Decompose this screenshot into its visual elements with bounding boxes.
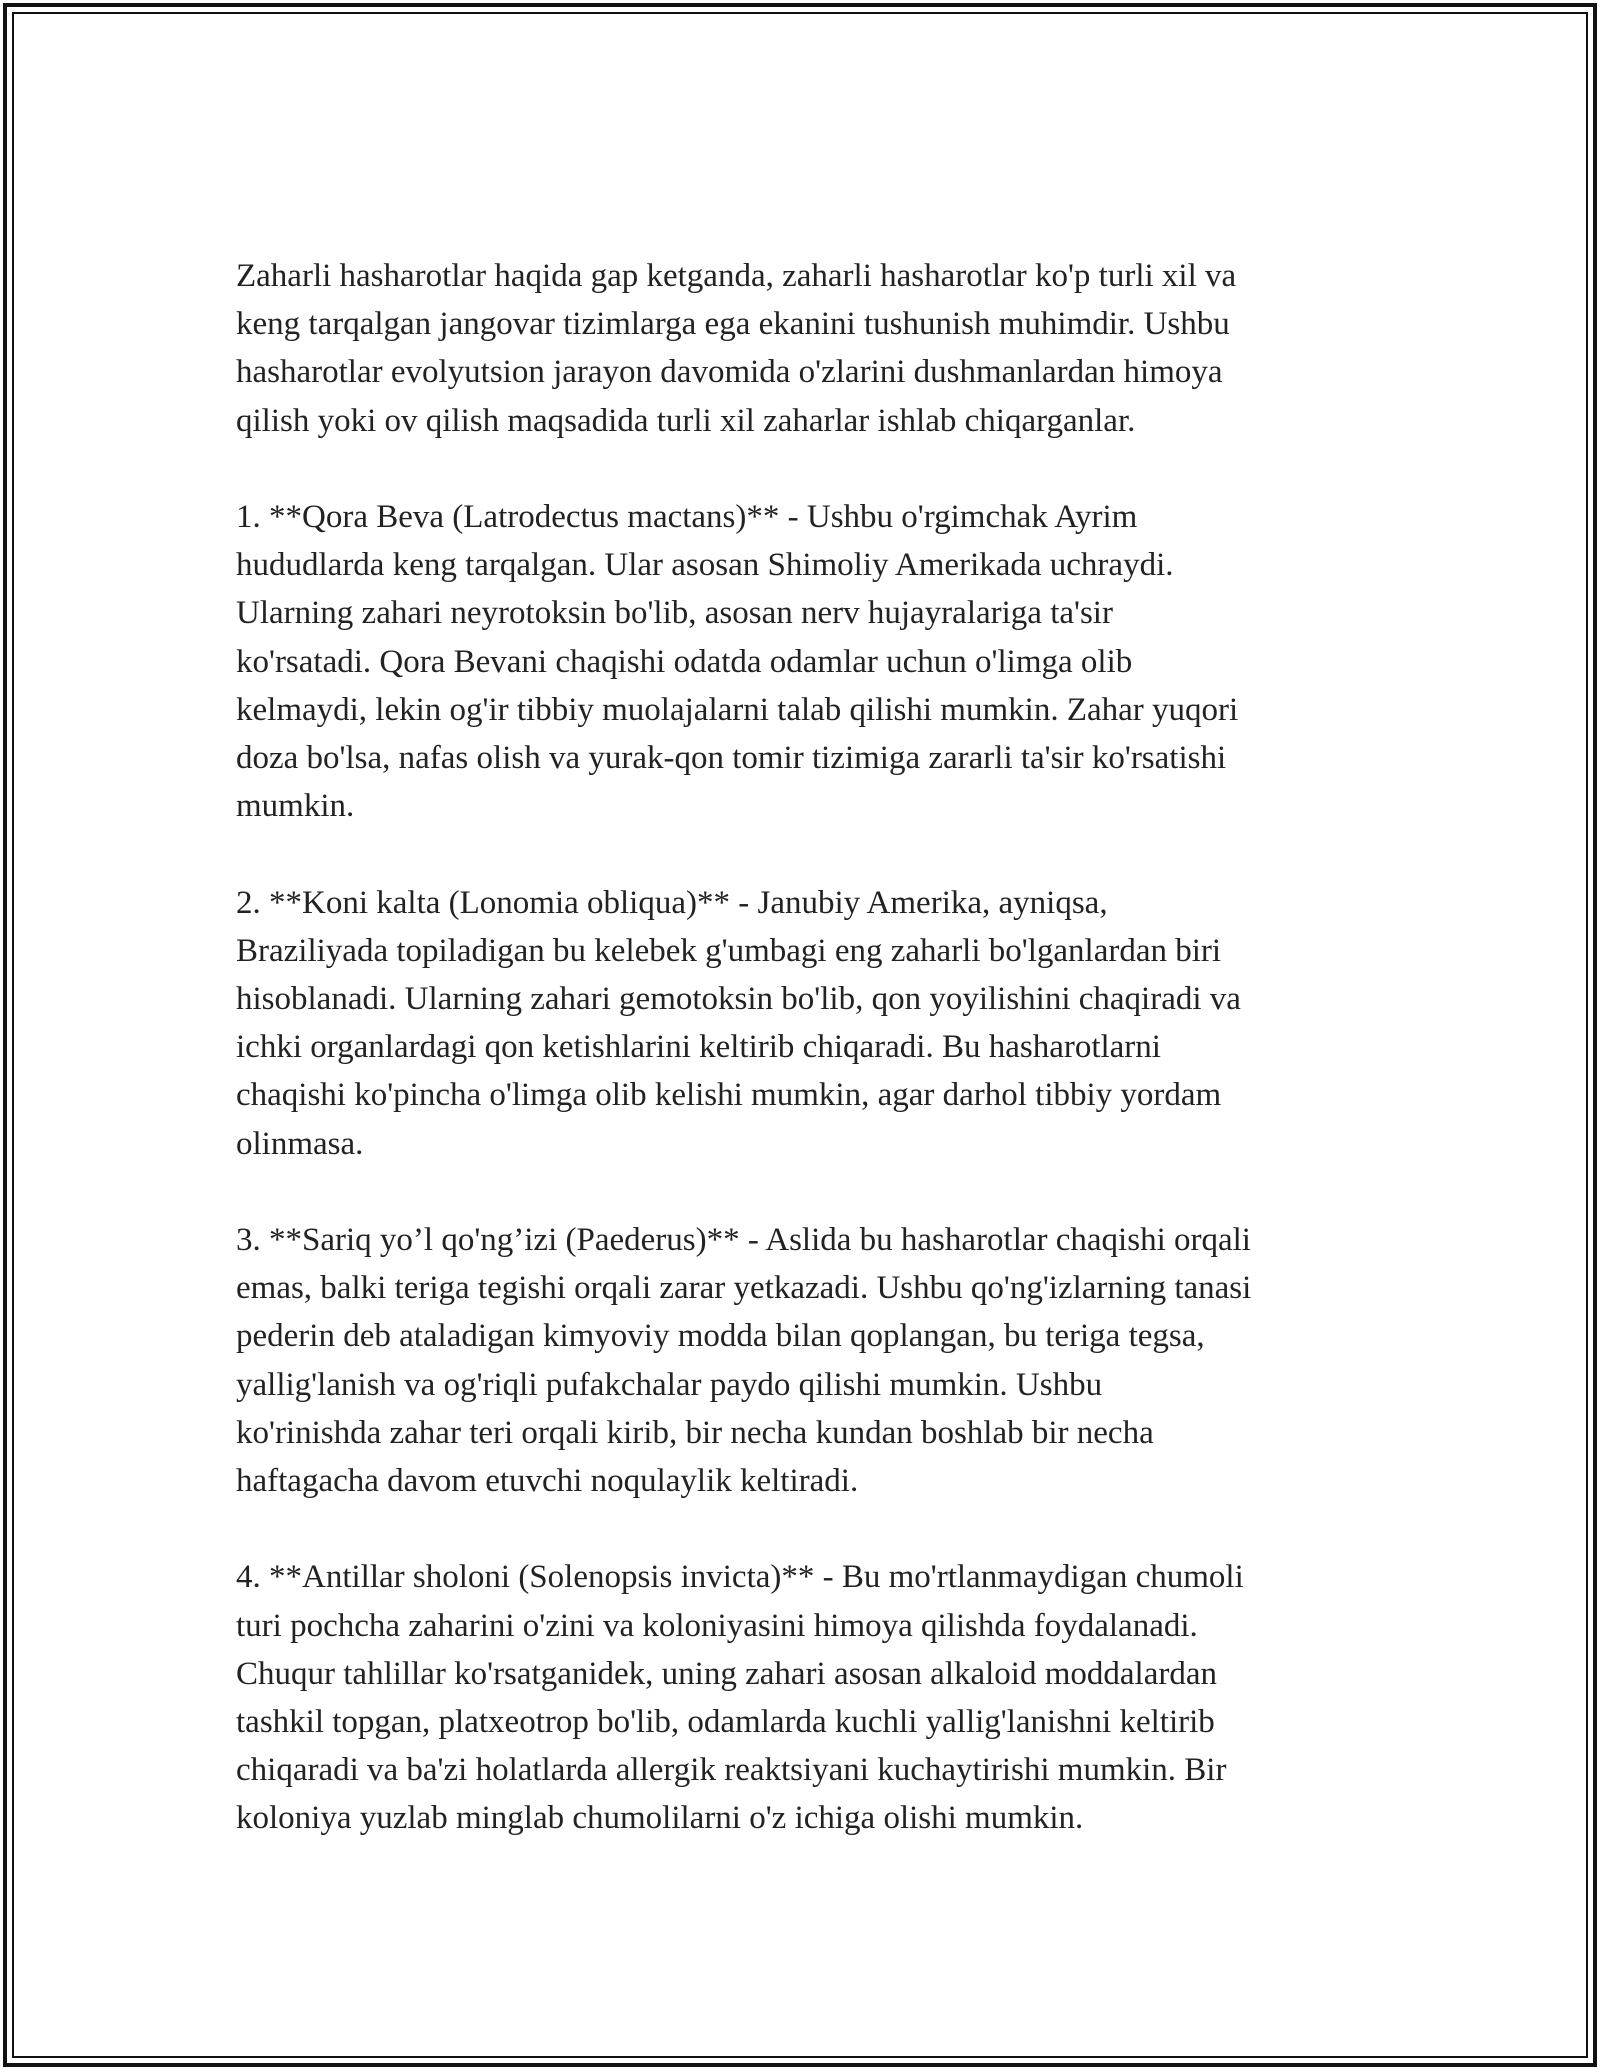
list-item-fire-ant: 4. **Antillar sholoni (Solenopsis invicta)** - Bu mo'rtlanmaydigan chumoli turi pochcha zaharini o'zini va koloniyasini himoya qilishda foydalanadi. Chuqur tahlillar ko'rsatganidek, uning zahari asosan alkaloid moddalardan tashkil topgan, platxeotrop bo'lib, odamlarda kuchli yallig'lanishni keltirib chiqaradi va ba'zi holatlarda allergik reaktsiyani kuchaytirishi mumkin. Bir koloniya yuzlab minglab chumolilarni o'z ichiga olishi mumkin. [236,1559,1244,1837]
list-item-lonomia: 2. **Koni kalta (Lonomia obliqua)** - Janubiy Amerika, ayniqsa, Braziliyada topiladigan bu kelebek g'umbagi eng zaharli bo'lganlardan biri hisoblanadi. Ularning zahari gemotoksin bo'lib, qon yoyilishini chaqiradi va ichki organlardagi qon ketishlarini keltirib chiqaradi. Bu hasharotlarni chaqishi ko'pincha o'limga olib kelishi mumkin, agar darhol tibbiy yordam olinmasa. [236,884,1241,1162]
document-body [236,252,1386,1843]
intro-paragraph: Zaharli hasharotlar haqida gap ketganda, zaharli hasharotlar ko'p turli xil va keng tarqalgan jangovar tizimlarga ega ekanini tushunish muhimdir. Ushbu hasharotlar evolyutsion jarayon davomida o'zlarini dushmanlardan himoya qilish yoki ov qilish maqsadida turli xil zaharlar ishlab chiqarganlar. [236,258,1237,439]
list-item-paederus: 3. **Sariq yo’l qo'ng’izi (Paederus)** - Aslida bu hasharotlar chaqishi orqali emas, balki teriga tegishi orqali zarar yetkazadi. Ushbu qo'ng'izlarning tanasi pederin deb ataladigan kimyoviy modda bilan qoplangan, bu teriga tegsa, yallig'lanish va og'riqli pufakchalar paydo qilishi mumkin. Ushbu ko'rinishda zahar teri orqali kirib, bir necha kundan boshlab bir necha haftagacha davom etuvchi noqulaylik keltiradi. [236,1222,1252,1500]
list-item-black-widow: 1. **Qora Beva (Latrodectus mactans)** - Ushbu o'rgimchak Ayrim hududlarda keng tarqalgan. Ular asosan Shimoliy Amerikada uchraydi. Ularning zahari neyrotoksin bo'lib, asosan nerv hujayralariga ta'sir ko'rsatadi. Qora Bevani chaqishi odatda odamlar uchun o'limga olib kelmaydi, lekin og'ir tibbiy muolajalarni talab qilishi mumkin. Zahar yuqori doza bo'lsa, nafas olish va yurak-qon tomir tizimiga zararli ta'sir ko'rsatishi mumkin. [236,499,1239,825]
